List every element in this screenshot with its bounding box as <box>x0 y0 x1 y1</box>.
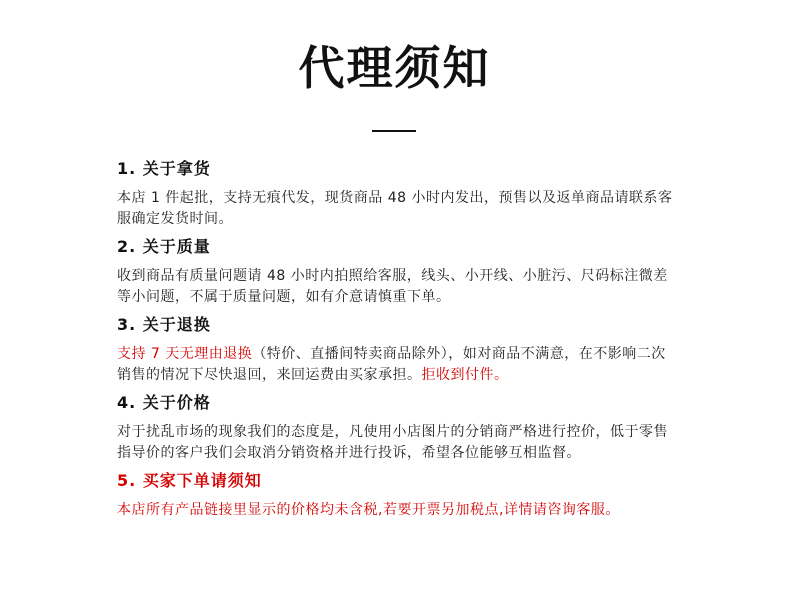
returns-policy-highlight: 支持 7 天无理由退换 <box>117 346 253 362</box>
section-quality <box>117 236 677 308</box>
returns-policy-detail: （特价、直播间特卖商品除外），如对商品不满意，在不影响二次销售的情况下尽快退回，来回运费由买家承担。 <box>117 346 666 383</box>
section-body-pricing: 对于扰乱市场的现象我们的态度是，凡使用小店图片的分销商严格进行控价，低于零售指导价的客户我们会取消分销资格并进行投诉，希望各位能够互相监督。 <box>117 424 668 461</box>
section-pickup <box>117 158 677 230</box>
section-returns <box>117 314 677 386</box>
section-body-quality: 收到商品有质量问题请 48 小时内拍照给客服，线头、小开线、小脏污、尺码标注微差等小问题，不属于质量问题，如有介意请慎重下单。 <box>117 268 668 305</box>
section-heading-returns: 3. 关于退换 <box>117 315 211 334</box>
section-body-returns <box>117 344 677 386</box>
section-heading-ordering: 5. 买家下单请须知 <box>117 471 262 490</box>
page-title: 代理须知 <box>298 41 491 95</box>
section-heading-quality: 2. 关于质量 <box>117 237 211 256</box>
section-body-ordering: 本店所有产品链接里显示的价格均未含税,若要开票另加税点,详情请咨询客服。 <box>117 502 620 518</box>
section-heading-pickup: 1. 关于拿货 <box>117 159 211 178</box>
title-divider <box>372 130 416 132</box>
section-ordering <box>117 470 677 521</box>
notice-content <box>117 152 677 527</box>
returns-cod-refusal: 拒收到付件。 <box>421 367 509 383</box>
section-body-pickup: 本店 1 件起批，支持无痕代发，现货商品 48 小时内发出，预售以及返单商品请联系客服确定发货时间。 <box>117 190 673 227</box>
section-pricing <box>117 392 677 464</box>
section-heading-pricing: 4. 关于价格 <box>117 393 211 412</box>
